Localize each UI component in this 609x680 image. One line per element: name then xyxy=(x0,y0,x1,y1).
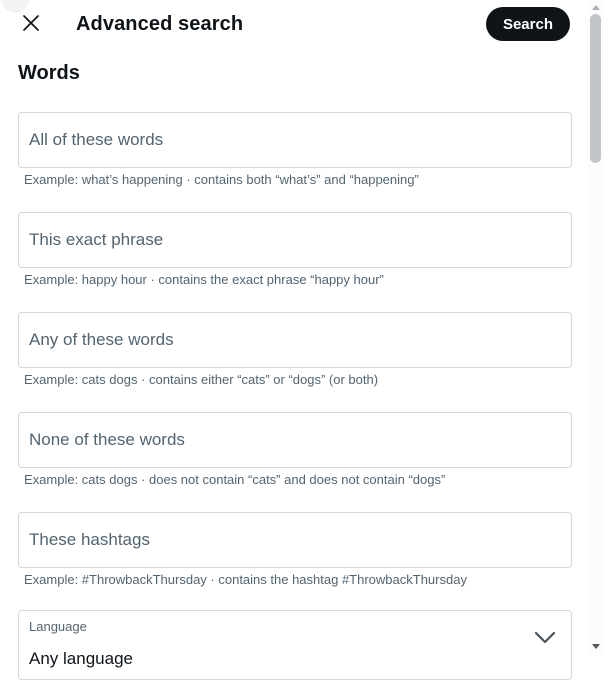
all-of-these-words-input[interactable] xyxy=(19,130,571,150)
field-group-these-hashtags xyxy=(18,512,572,588)
scroll-down-icon[interactable] xyxy=(592,644,600,649)
these-hashtags-input[interactable] xyxy=(19,530,571,550)
any-of-these-words-box xyxy=(18,312,572,368)
none-of-these-words-input[interactable] xyxy=(19,430,571,450)
page-title: Advanced search xyxy=(76,12,244,35)
close-button[interactable] xyxy=(18,11,44,37)
all-of-these-words-box xyxy=(18,112,572,168)
exact-phrase-input[interactable] xyxy=(19,230,571,250)
search-button[interactable]: Search xyxy=(486,7,570,41)
any-of-these-words-input[interactable] xyxy=(19,330,571,350)
field-example: Example: cats dogs · does not contain “cats” and does not contain “dogs” xyxy=(24,472,446,487)
words-section xyxy=(0,60,588,680)
language-select[interactable] xyxy=(18,610,572,680)
scrollbar[interactable] xyxy=(588,0,604,654)
language-label: Language xyxy=(29,619,87,634)
none-of-these-words-box xyxy=(18,412,572,468)
words-section-heading: Words xyxy=(18,62,80,84)
field-example: Example: happy hour · contains the exact phrase “happy hour” xyxy=(24,272,384,287)
close-icon xyxy=(22,14,40,35)
field-group-none-of-these-words xyxy=(18,412,572,488)
scrollbar-thumb[interactable] xyxy=(590,14,601,163)
language-value: Any language xyxy=(29,649,133,668)
modal-header xyxy=(0,0,588,48)
field-group-exact-phrase xyxy=(18,212,572,288)
field-group-all-of-these-words xyxy=(18,112,572,188)
field-example: Example: what’s happening · contains both “what’s” and “happening” xyxy=(24,172,419,187)
exact-phrase-box xyxy=(18,212,572,268)
these-hashtags-box xyxy=(18,512,572,568)
field-example: Example: #ThrowbackThursday · contains the hashtag #ThrowbackThursday xyxy=(24,572,467,587)
field-example: Example: cats dogs · contains either “cats” or “dogs” (or both) xyxy=(24,372,379,387)
chevron-down-icon xyxy=(533,629,557,652)
scroll-up-icon[interactable] xyxy=(592,5,600,10)
field-group-any-of-these-words xyxy=(18,312,572,388)
